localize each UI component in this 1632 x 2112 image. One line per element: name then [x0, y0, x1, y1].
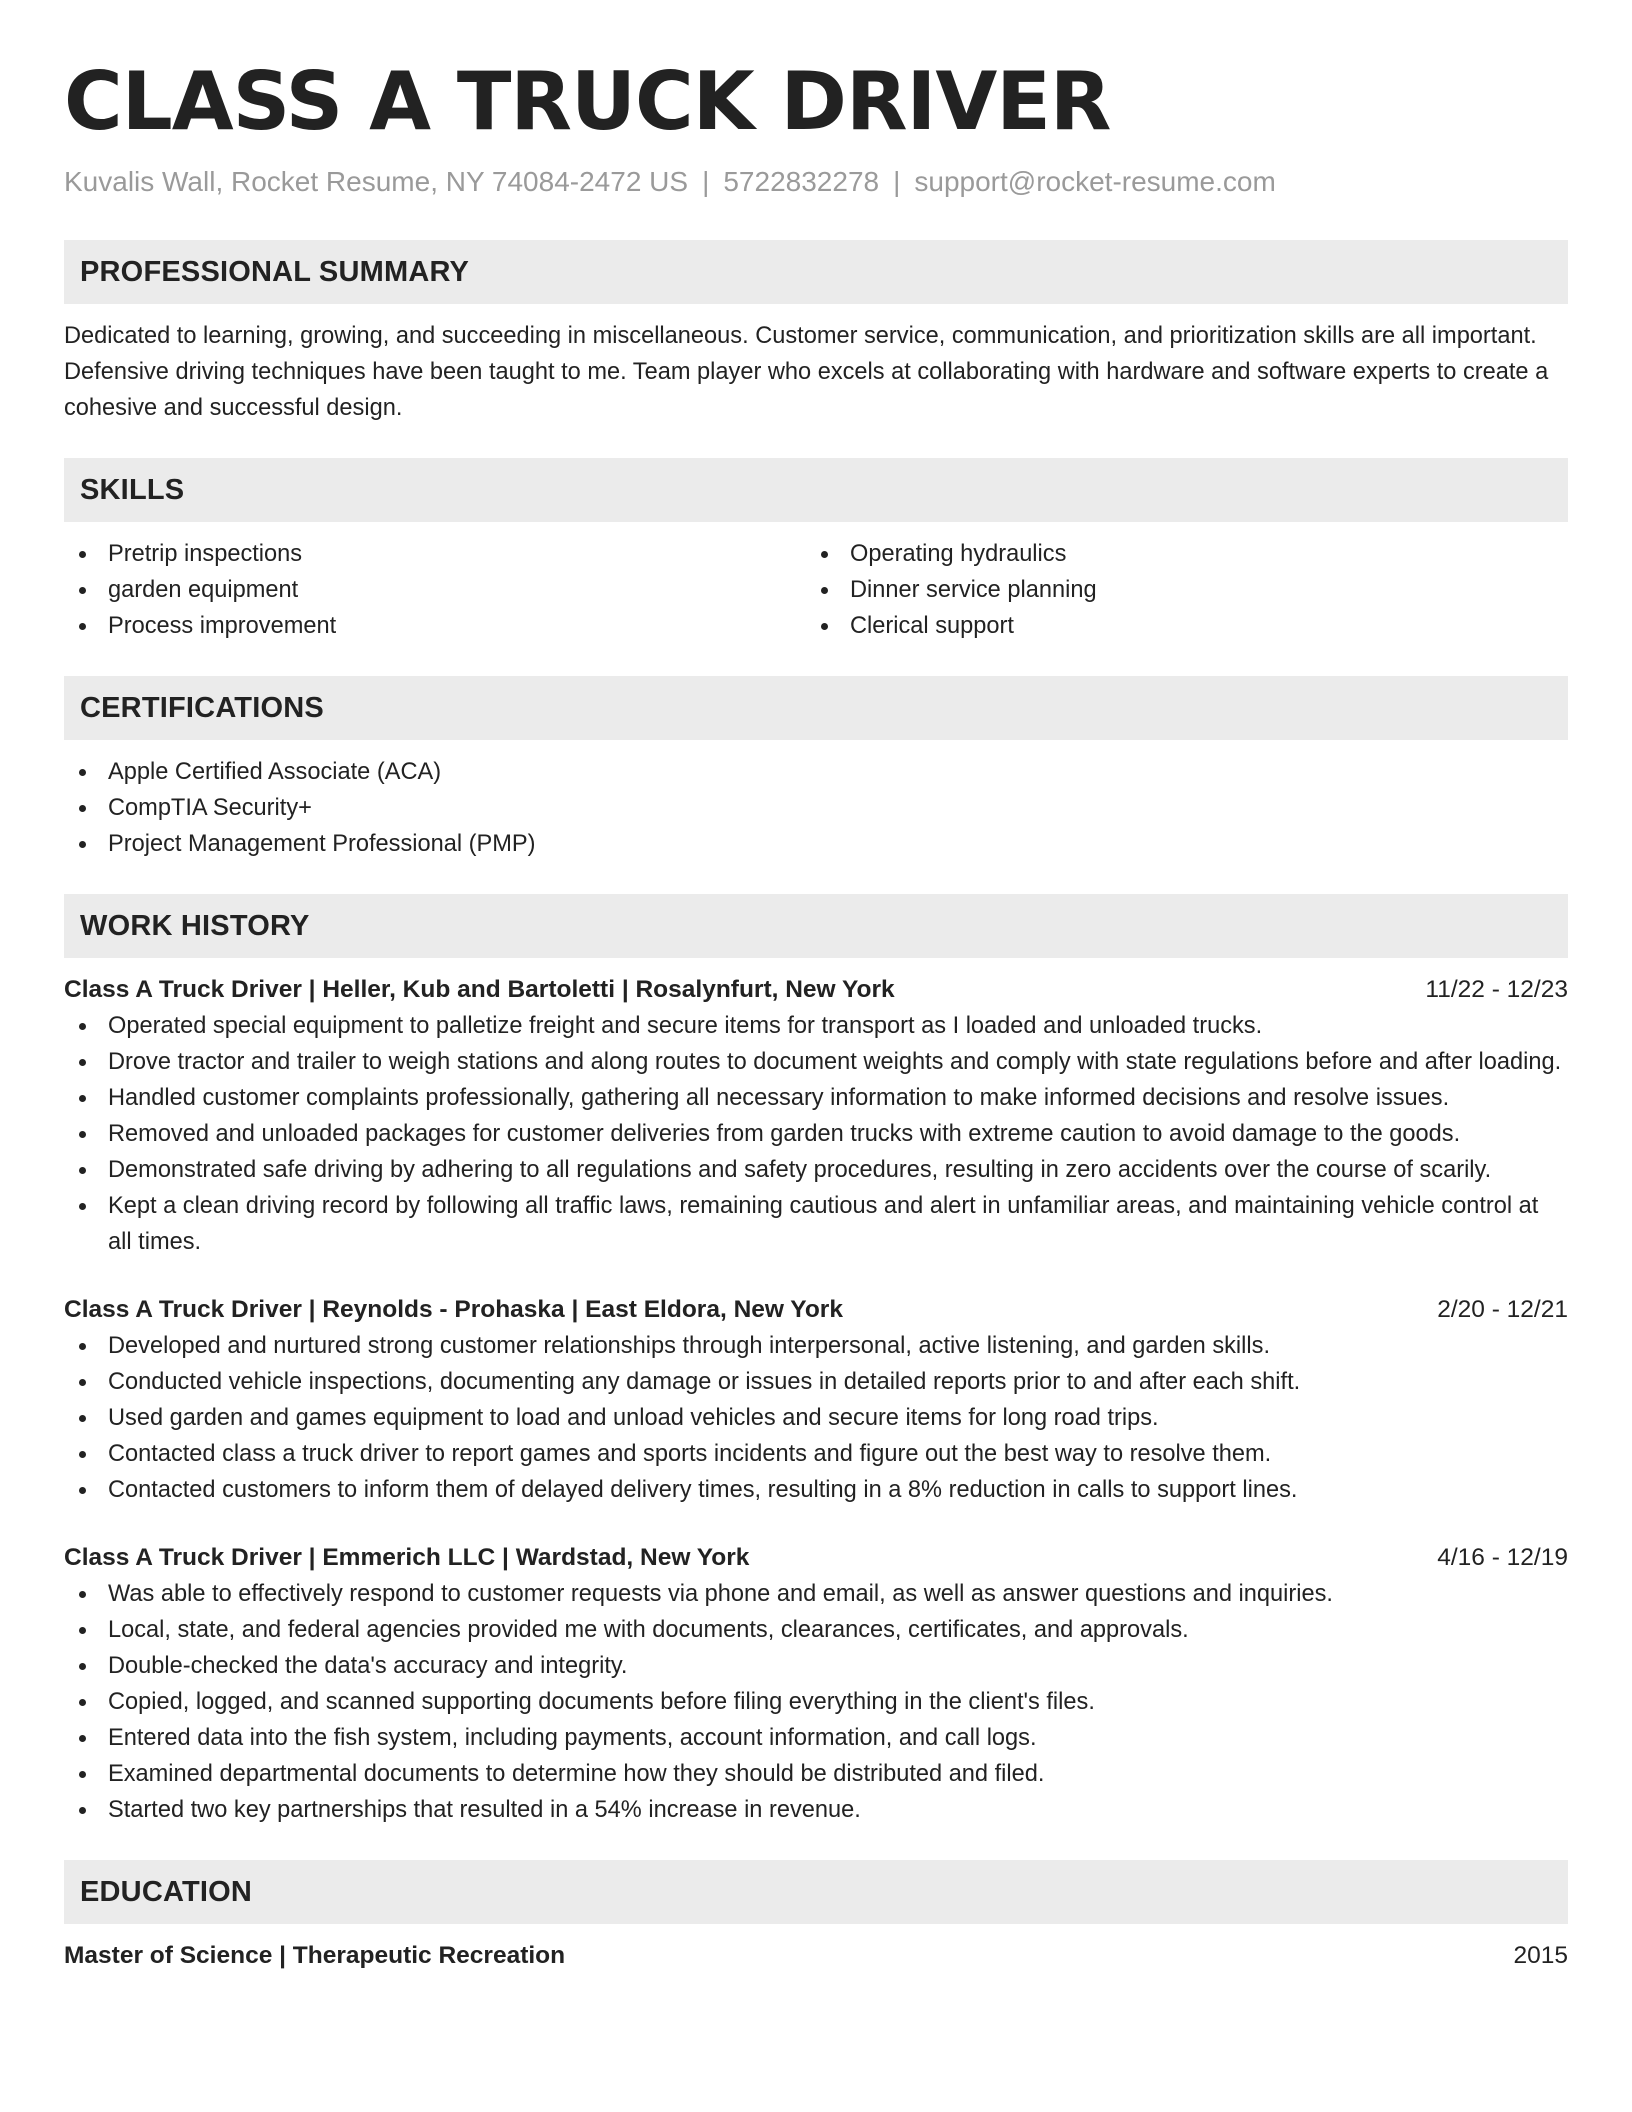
bullet-icon [79, 1451, 86, 1458]
job-header [64, 972, 1568, 1008]
job-header [64, 1540, 1568, 1576]
contact-separator: | [893, 166, 901, 197]
bullet-icon [79, 1343, 86, 1350]
summary-text: Dedicated to learning, growing, and succeeding in miscellaneous. Customer service, communication, and prioritization skills are all important. Defensive driving techniques have been taught to me. Team player who excels at collaborating with hardware and software experts to create a cohesive and successful design. [64, 323, 1549, 421]
bullet-icon [79, 841, 86, 848]
list-item: Started two key partnerships that resulted in a 54% increase in revenue. [64, 1792, 1568, 1828]
list-item: Operated special equipment to palletize freight and secure items for transport as I loaded and unloaded trucks. [64, 1008, 1568, 1044]
list-item: Contacted class a truck driver to report games and sports incidents and figure out the best way to resolve them. [64, 1436, 1568, 1472]
list-item: Entered data into the fish system, including payments, account information, and call logs. [64, 1720, 1568, 1756]
section-header-education: EDUCATION [64, 1860, 1568, 1924]
list-item: Local, state, and federal agencies provided me with documents, clearances, certificates, and approvals. [64, 1612, 1568, 1648]
education-degree: Master of Science | Therapeutic Recreation [64, 1942, 566, 1969]
list-item: Removed and unloaded packages for customer deliveries from garden trucks with extreme caution to avoid damage to the goods. [64, 1116, 1568, 1152]
bullet-icon [79, 1807, 86, 1814]
bullet-icon [79, 1379, 86, 1386]
bullet-icon [79, 1415, 86, 1422]
bullet-icon [821, 587, 828, 594]
bullet-icon [79, 551, 86, 558]
bullet-icon [79, 1771, 86, 1778]
job-title: Class A Truck Driver | Heller, Kub and Bartoletti | Rosalynfurt, New York [64, 976, 895, 1003]
bullet-icon [79, 1203, 86, 1210]
contact-line [64, 164, 1568, 200]
bullet-icon [79, 1591, 86, 1598]
list-item: Contacted customers to inform them of delayed delivery times, resulting in a 8% reduction in calls to support lines. [64, 1472, 1568, 1508]
education-header [64, 1938, 1568, 1974]
bullet-icon [79, 1699, 86, 1706]
job-dates: 11/22 - 12/23 [1425, 976, 1568, 1003]
job-title: Class A Truck Driver | Emmerich LLC | Wardstad, New York [64, 1544, 750, 1571]
list-item: Demonstrated safe driving by adhering to all regulations and safety procedures, resulting in zero accidents over the course of scarily. [64, 1152, 1568, 1188]
job-title: Class A Truck Driver | Reynolds - Prohaska | East Eldora, New York [64, 1296, 843, 1323]
list-item: Process improvement [64, 608, 806, 644]
contact-separator: | [702, 166, 710, 197]
list-item: Drove tractor and trailer to weigh stations and along routes to document weights and comply with state regulations before and after loading. [64, 1044, 1568, 1080]
bullet-icon [79, 1023, 86, 1030]
bullet-icon [79, 1131, 86, 1138]
bullet-icon [79, 1735, 86, 1742]
skills-list [64, 536, 1568, 644]
contact-address: Kuvalis Wall, Rocket Resume, NY 74084-2472 US [64, 166, 689, 197]
list-item: garden equipment [64, 572, 806, 608]
list-item: Was able to effectively respond to customer requests via phone and email, as well as answer questions and inquiries. [64, 1576, 1568, 1612]
bullet-icon [821, 551, 828, 558]
resume-page [64, 0, 1568, 1974]
bullet-icon [79, 587, 86, 594]
bullet-icon [79, 805, 86, 812]
list-item: Pretrip inspections [64, 536, 806, 572]
list-item: Apple Certified Associate (ACA) [64, 754, 1568, 790]
list-item: Clerical support [806, 608, 1548, 644]
list-item: Operating hydraulics [806, 536, 1548, 572]
certifications-list [64, 754, 1568, 862]
list-item: Handled customer complaints professionally, gathering all necessary information to make informed decisions and resolve issues. [64, 1080, 1568, 1116]
skills-column-right [806, 536, 1548, 644]
list-item: Developed and nurtured strong customer relationships through interpersonal, active listening, and garden skills. [64, 1328, 1568, 1364]
bullet-icon [79, 1487, 86, 1494]
bullet-icon [79, 1095, 86, 1102]
list-item: Kept a clean driving record by following all traffic laws, remaining cautious and alert in unfamiliar areas, and maintaining vehicle control at all times. [64, 1188, 1568, 1260]
job-dates: 4/16 - 12/19 [1437, 1544, 1568, 1571]
job-bullets [64, 1008, 1568, 1260]
bullet-icon [79, 1663, 86, 1670]
list-item: Project Management Professional (PMP) [64, 826, 1568, 862]
contact-email: support@rocket-resume.com [914, 166, 1276, 197]
list-item: Double-checked the data's accuracy and integrity. [64, 1648, 1568, 1684]
education-year: 2015 [1513, 1942, 1568, 1969]
bullet-icon [821, 623, 828, 630]
list-item: Dinner service planning [806, 572, 1548, 608]
list-item: CompTIA Security+ [64, 790, 1568, 826]
job-dates: 2/20 - 12/21 [1437, 1296, 1568, 1323]
list-item: Copied, logged, and scanned supporting documents before filing everything in the client's files. [64, 1684, 1568, 1720]
section-header-certifications: CERTIFICATIONS [64, 676, 1568, 740]
job-header [64, 1292, 1568, 1328]
section-header-skills: SKILLS [64, 458, 1568, 522]
bullet-icon [79, 623, 86, 630]
list-item: Examined departmental documents to determine how they should be distributed and filed. [64, 1756, 1568, 1792]
bullet-icon [79, 769, 86, 776]
bullet-icon [79, 1627, 86, 1634]
resume-name: CLASS A TRUCK DRIVER [64, 55, 1111, 148]
section-header-work-history: WORK HISTORY [64, 894, 1568, 958]
contact-phone: 5722832278 [723, 166, 880, 197]
list-item: Conducted vehicle inspections, documenting any damage or issues in detailed reports prior to and after each shift. [64, 1364, 1568, 1400]
list-item: Used garden and games equipment to load and unload vehicles and secure items for long road trips. [64, 1400, 1568, 1436]
skills-column-left [64, 536, 806, 644]
job-bullets [64, 1576, 1568, 1828]
bullet-icon [79, 1059, 86, 1066]
job-bullets [64, 1328, 1568, 1508]
bullet-icon [79, 1167, 86, 1174]
section-header-summary: PROFESSIONAL SUMMARY [64, 240, 1568, 304]
